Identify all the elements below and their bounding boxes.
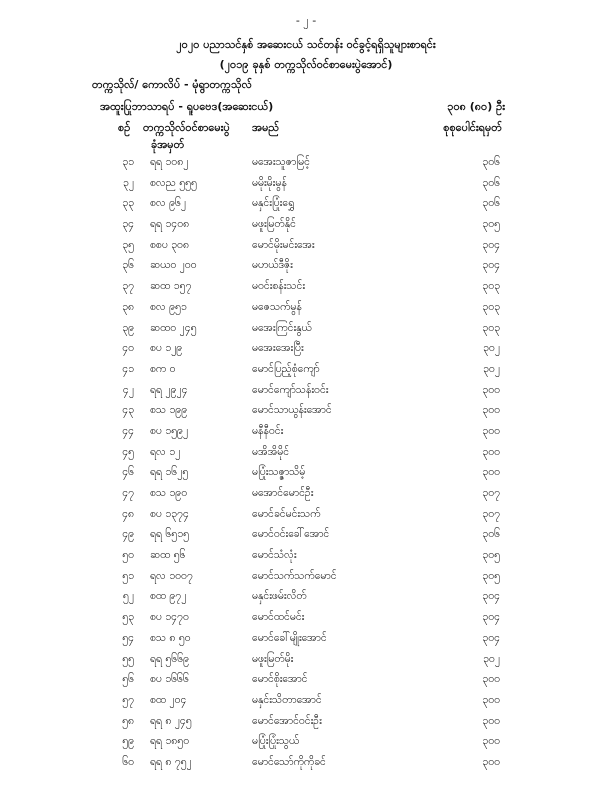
row-number: ၃၂ [122,176,134,189]
row-number: ၃၆ [122,259,134,272]
total-marks: ၃၀၃ [482,321,500,334]
total-marks: ၃၀၇ [482,507,500,520]
student-name: မောင်သံလုံး [252,549,297,562]
table-row [0,360,612,381]
student-name: မောင်ဝင်းခေါ်အောင် [252,528,330,541]
row-number: ၄၅ [122,445,134,458]
student-name: မောင်ကျော်သန်းဝင်း [252,383,329,396]
roll-number: စပ ၁၆၆၆ [150,673,189,686]
roll-number: စက ၀ [150,362,176,375]
roll-number: စသ ၁၉၀ [150,487,188,499]
student-name: မအိအိမိုင် [252,445,290,458]
total-marks: ၃၀၄ [482,590,500,603]
row-number: ၄၃ [122,404,134,417]
roll-number: ရရ ၁၆၂၅ [150,466,189,479]
row-number: ၅၅ [122,652,134,665]
row-number: ၅၁ [122,569,134,582]
total-marks: ၃၀၀ [482,383,500,396]
student-name: မအေးသူဇာမြင့် [252,156,310,168]
total-marks: ၃၀၂ [483,362,500,375]
total-marks: ၃၀၀ [482,466,500,479]
total-marks: ၃၀၆ [482,197,500,210]
row-number: ၅၉ [122,735,134,748]
total-marks: ၃၀၆ [482,176,500,189]
student-name: မအောင်မောင်ဦး [252,487,314,499]
document-title: ၂၀၂၀ ပညာသင်နှစ် အဆေးငယ် သင်တန်း ဝင်ခွင့်ရရှိသူများစာရင်း [176,38,436,51]
table-row [0,629,612,650]
row-number: ၄၉ [122,528,134,541]
student-name: မအေးအေးပြီး [252,342,304,355]
column-header-no: စဉ် [118,121,131,134]
roll-number: စထ ၂၀၄ [150,693,187,706]
row-number: ၅၂ [122,590,134,603]
table-row [0,484,612,505]
total-marks: ၃၀၃ [482,280,500,293]
total-marks: ၃၀၀ [482,404,500,417]
table-row [0,753,612,774]
column-header-roll: တက္ကသိုလ်ဝင်စာမေးပွဲ [143,121,230,134]
total-marks: ၃၀၃ [482,300,500,313]
row-number: ၃၇ [122,280,134,293]
roll-number: ဆထဝ ၂၄၅ [150,321,197,334]
row-number: ၃၈ [122,300,134,313]
total-marks: ၃၀၀ [482,673,500,686]
table-row [0,256,612,277]
total-marks: ၃၀၀ [482,714,500,727]
student-name: မဟယ်ဒီဇိုး [252,259,293,272]
table-row [0,567,612,588]
student-name: မောင်သက်သက်မောင် [252,569,337,582]
student-name: မဝင်းစန်းသင်း [252,280,306,293]
roll-number: စလ ၉၅၁ [150,300,187,313]
document-subtitle: (၂၀၁၉ ခုနှစ် တက္ကသိုလ်ဝင်စာမေးပွဲအောင်) [219,58,393,71]
table-row [0,505,612,526]
table-row [0,650,612,671]
student-name: မောင်ခေါ်မျိုးအောင် [252,631,327,644]
table-row [0,236,612,257]
roll-number: စသ ၈ ၅၀ [150,631,191,644]
student-name: မပြုံးသဇ္ဇာသိမ့် [252,466,306,479]
table-row [0,215,612,236]
table-row [0,691,612,712]
roll-number: ရရ ၁၄၀၈ [150,218,190,231]
row-number: ၅၆ [122,673,134,686]
row-number: ၅၄ [122,631,134,644]
total-marks: ၃၀၄ [482,259,500,272]
table-row [0,587,612,608]
roll-number: ဆထ ၁၅၇ [150,280,192,293]
roll-number: ရရ ၈ ၂၄၅ [150,714,192,727]
student-name: မနှင်းဖမ်းလိတ် [252,590,307,603]
student-name: မဖူးမြတ်မိုး [252,652,294,665]
roll-number: စလ ၉၆၂ [150,197,187,210]
table-row [0,298,612,319]
total-marks: ၃၀၄ [482,238,500,251]
seats-count: ၃၀၈ (၈၀) ဦး [447,100,505,113]
roll-number: ဆထ ၅၆ [150,549,186,562]
student-name: မောင်အောင်ဝင်းဦး [252,714,322,727]
row-number: ၃၃ [122,197,134,210]
row-number: ၃၅ [122,238,134,251]
results-table [0,153,612,774]
total-marks: ၃၀၅ [482,569,500,582]
row-number: ၅၇ [122,693,134,706]
roll-number: ရလ ၁၀၀၇ [150,569,193,582]
roll-number: ရရ ၈ ၇၅၂ [150,755,192,768]
student-name: မောင်သော်ကိုကိုခင် [252,755,326,768]
row-number: ၄၁ [122,362,134,375]
total-marks: ၃၀၇ [482,487,500,499]
table-row [0,339,612,360]
table-row [0,277,612,298]
student-name: မောင်ပြည့်စုံကျော် [252,362,320,375]
total-marks: ၃၀၀ [482,445,500,458]
table-row [0,401,612,422]
column-header-roll-sub: ခုံအမှတ် [151,138,185,151]
department-label: တက္ကသိုလ်/ ကောလိပ် - မုံရွာတက္ကသိုလ် [92,78,252,91]
table-row [0,153,612,174]
student-name: မောင်သာယွန်းအောင် [252,404,332,417]
row-number: ၄၀ [122,342,134,355]
roll-number: စပ ၁၅၉၂ [150,424,189,437]
roll-number: ဆယဝ ၂၀၀ [150,259,197,272]
row-number: ၅၀ [122,549,134,562]
student-name: မအေးကြင်းနွယ် [252,321,312,334]
roll-number: စပ ၁၂၉ [150,342,183,355]
total-marks: ၃၀၀ [482,693,500,706]
total-marks: ၃၀၆ [482,156,500,168]
total-marks: ၃၀၅ [482,218,500,231]
table-row [0,732,612,753]
roll-number: စစပ ၃၀၈ [150,238,189,251]
row-number: ၃၉ [122,321,134,334]
row-number: ၄၈ [122,507,134,520]
row-number: ၅၈ [122,714,134,727]
roll-number: ရရ ၂၉၂၄ [150,383,188,396]
row-number: ၄၄ [122,424,134,437]
column-header-name: အမည် [252,121,280,134]
student-name: မနှင်းပြုံးရွှေ [252,197,295,210]
table-row [0,381,612,402]
total-marks: ၃၀၂ [483,342,500,355]
student-name: မောင်ထင်မင်း [252,611,305,624]
page-number: - ၂ - [295,14,317,27]
roll-number: ရလ ၁၂ [150,445,181,458]
roll-number: စပ ၁၃၇၄ [150,507,189,520]
total-marks: ၃၀၀ [482,735,500,748]
row-number: ၄၇ [122,487,134,499]
roll-number: စပ ၁၄၇၀ [150,611,189,624]
roll-number: စသ ၁၉၉ [150,404,188,417]
roll-number: စထ ၉၇၂ [150,590,187,603]
total-marks: ၃၀၀ [482,755,500,768]
total-marks: ၃၀၅ [482,549,500,562]
row-number: ၃၄ [122,218,134,231]
row-number: ၄၆ [122,466,134,479]
row-number: ၆၀ [122,755,134,768]
student-name: မောင်မိုးမင်းအေး [252,238,315,251]
table-row [0,670,612,691]
row-number: ၄၂ [122,383,134,396]
table-row [0,463,612,484]
total-marks: ၃၀၂ [483,652,500,665]
total-marks: ၃၀၆ [482,528,500,541]
student-name: မနှင်းသိတာအောင် [252,693,322,706]
student-name: မပြုံးပြုံးသွယ် [252,735,300,748]
table-row [0,174,612,195]
student-name: မမိုးမိုးမွန် [252,176,287,189]
table-row [0,443,612,464]
row-number: ၃၁ [122,156,134,168]
roll-number: ရရ ၁၈၅၀ [150,735,190,748]
table-row [0,608,612,629]
roll-number: ရရ ၆၅၁၅ [150,528,190,541]
column-header-marks: စုစုပေါင်းရမှတ် [443,121,502,134]
table-row [0,525,612,546]
roll-number: စလည ၅၅၅ [150,176,197,189]
student-name: မောင်စိုးအောင် [252,673,308,686]
table-row [0,194,612,215]
student-name: မောင်ခင်မင်းသက် [252,507,321,520]
roll-number: ရရ ၁၀၈၂ [150,156,189,168]
student-name: မဖူးမြတ်နိုင် [252,218,296,231]
student-name: မဇေသက်မွန် [252,300,302,313]
total-marks: ၃၀၄ [482,631,500,644]
table-row [0,712,612,733]
subject-label: အထူးပြုဘာသာရပ် - ရူပဗေဒ(အဆေးငယ်) [100,100,274,113]
total-marks: ၃၀၀ [482,424,500,437]
table-row [0,546,612,567]
row-number: ၅၃ [122,611,134,624]
student-name: မနီနီဝင်း [252,424,284,437]
table-row [0,422,612,443]
total-marks: ၃၀၄ [482,611,500,624]
table-row [0,319,612,340]
roll-number: ရရ ၅၆၆၉ [150,652,190,665]
